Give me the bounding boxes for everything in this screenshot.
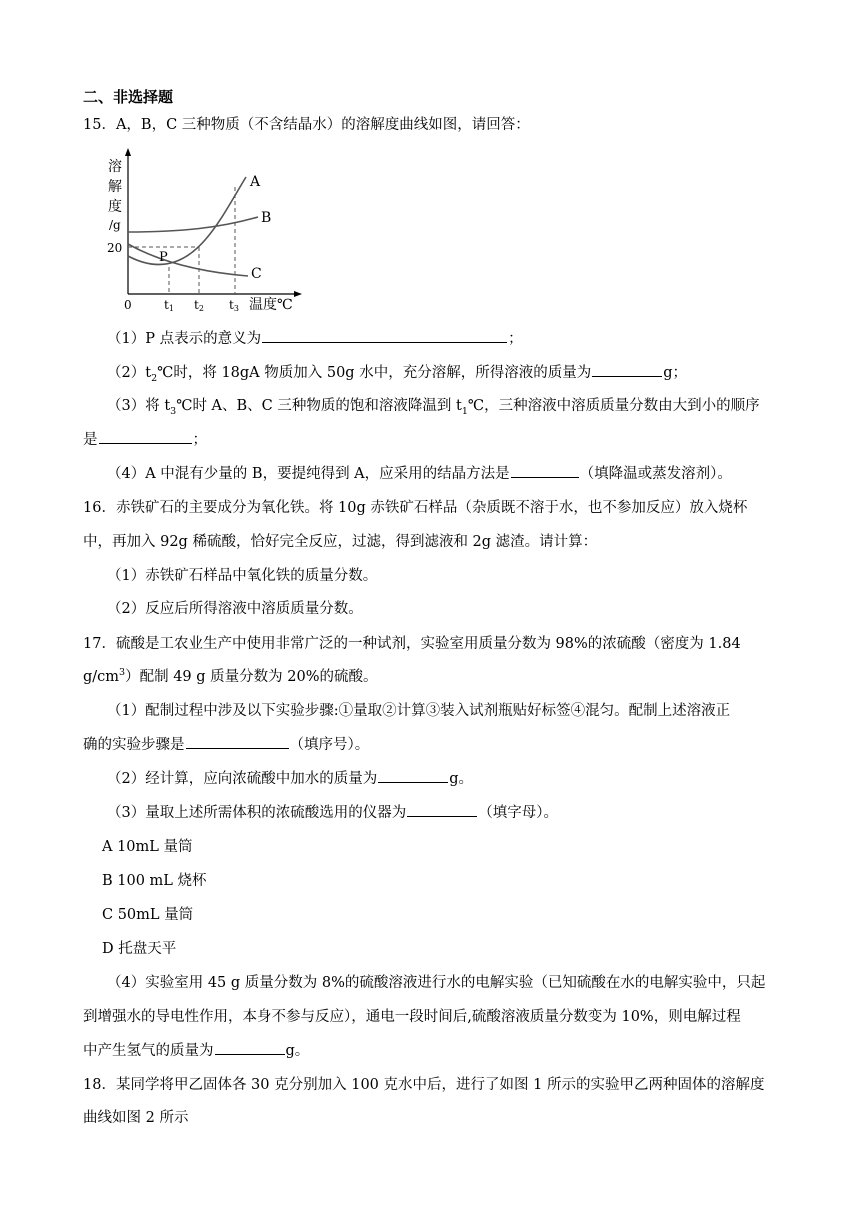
q17-option-c: C 50mL 量筒 <box>102 907 194 923</box>
ylabel-unit: /g <box>109 218 121 232</box>
q16-line1: 16．赤铁矿石的主要成分为氧化铁。将 10g 赤铁矿石样品（杂质既不溶于水，也不参加反应）放入烧杯 <box>83 500 748 516</box>
answer-blank[interactable] <box>99 429 192 444</box>
y-axis-arrow <box>125 148 131 156</box>
q15-p2: $(2)t_2℃$时，将 18gA 物质加入 50g 水中，充分溶解，所得溶液的质量为 g； <box>107 361 687 384</box>
ylabel-char-1: 溶 <box>108 159 122 175</box>
section-title: 二、非选择题 <box>83 88 174 106</box>
q17-line1: 17．硫酸是工农业生产中使用非常广泛的一种试剂，实验室用质量分数为 98%的浓硫酸（密度为 1.84 <box>83 636 741 652</box>
curve-c <box>128 244 248 276</box>
q16-p1: （1）赤铁矿石样品中氧化铁的质量分数。 <box>107 568 378 584</box>
x-tick-t2: t2 <box>194 298 204 313</box>
q17-line2: $g/cm^3$）配制 49 g 质量分数为 20%的硫酸。 <box>83 667 378 685</box>
answer-blank[interactable] <box>215 1040 285 1055</box>
point-p-label: P <box>159 250 168 265</box>
q15-p3: （3）将 $t_3℃$时 A、B、C 三种物质的饱和溶液降温到 $t_1℃$，三种溶液中溶质质量分数由大到小的顺序 <box>107 398 760 417</box>
answer-blank[interactable] <box>511 463 579 478</box>
q15-p1: （1）P 点表示的意义为 ； <box>107 327 523 348</box>
q17-option-b: B 100 mL 烧杯 <box>102 873 207 889</box>
x-tick-t1: t1 <box>164 298 174 313</box>
answer-blank[interactable] <box>378 768 448 783</box>
q17-p2: （2）经计算，应向浓硫酸中加水的质量为 g。 <box>107 767 473 788</box>
q18-line2: 曲线如图 2 所示 <box>83 1110 189 1126</box>
q17-p1-cont: 确的实验步骤是 （填序号）。 <box>83 733 369 754</box>
answer-blank[interactable] <box>262 328 507 343</box>
q17-p1: （1）配制过程中涉及以下实验步骤:①量取②计算③装入试剂瓶贴好标签④混匀。配制上述溶液正 <box>107 703 731 719</box>
q17-option-d: D 托盘天平 <box>102 941 177 957</box>
answer-blank[interactable] <box>592 362 662 377</box>
q17-option-a: A 10mL 量筒 <box>102 839 193 855</box>
q16-line2: 中，再加入 92g 稀硫酸，恰好完全反应，过滤，得到滤液和 2g 滤渣。请计算： <box>83 534 598 550</box>
curve-b <box>128 217 258 232</box>
xlabel: 温度℃ <box>249 297 293 313</box>
q17-p4-cont1: 到增强水的导电性作用，本身不参与反应），通电一段时间后,硫酸溶液质量分数变为 10%，则电解过程 <box>83 1009 741 1025</box>
q17-p4: （4）实验室用 45 g 质量分数为 8%的硫酸溶液进行水的电解实验（已知硫酸在水的电解实验中，只起 <box>107 975 766 991</box>
series-c-label: C <box>251 266 262 282</box>
q15-intro: 15．A，B，C 三种物质（不含结晶水）的溶解度曲线如图，请回答： <box>83 117 530 133</box>
ylabel-char-3: 度 <box>108 199 122 215</box>
q17-p4-cont2: 中产生氢气的质量为 g。 <box>83 1039 309 1060</box>
series-b-label: B <box>261 210 272 226</box>
series-a-label: A <box>250 174 261 190</box>
q16-p2: （2）反应后所得溶液中溶质质量分数。 <box>107 601 363 617</box>
curve-a <box>128 177 246 265</box>
answer-blank[interactable] <box>186 734 289 749</box>
q15-p4: （4）A 中混有少量的 B，要提纯得到 A，应采用的结晶方法是 （填降温或蒸发溶剂）。 <box>107 462 732 483</box>
q18-line1: 18．某同学将甲乙固体各 30 克分别加入 100 克水中后，进行了如图 1 所示的实验甲乙两种固体的溶解度 <box>83 1077 765 1093</box>
q17-p3: （3）量取上述所需体积的浓硫酸选用的仪器为 （填字母）。 <box>107 801 558 822</box>
y-tick-20: 20 <box>107 241 123 255</box>
ylabel-char-2: 解 <box>108 179 122 195</box>
solubility-curve-graph <box>100 148 320 313</box>
x-tick-t3: t3 <box>229 298 239 313</box>
x-axis-arrow <box>294 291 302 297</box>
origin-label: 0 <box>124 298 132 312</box>
q15-p3-cont: 是 ； <box>83 428 207 449</box>
answer-blank[interactable] <box>407 802 477 817</box>
